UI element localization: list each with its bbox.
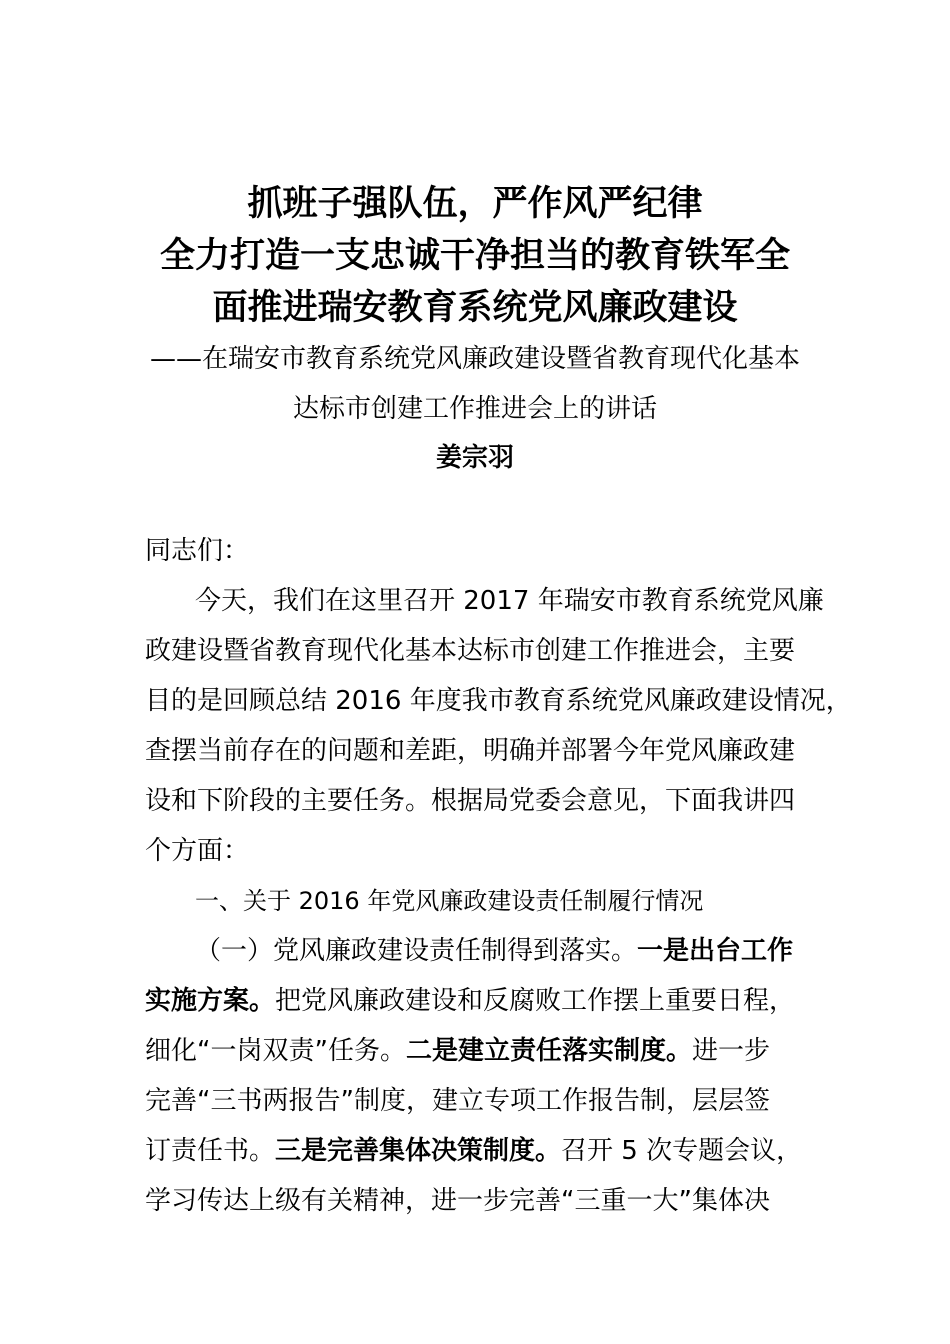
paragraph-line-6: 学习传达上级有关精神，进一步完善“三重一大”集体决 (145, 1186, 770, 1216)
salutation: 同志们： (145, 536, 250, 566)
paragraph-text: 进一步 (691, 1036, 770, 1066)
subtitle-line-1: ——在瑞安市教育系统党风廉政建设暨省教育现代化基本 (149, 344, 800, 374)
section-heading-1: 一、关于 2016 年党风廉政建设责任制履行情况 (195, 887, 704, 915)
bold-point-2: 二是建立责任落实制度。 (405, 1036, 692, 1066)
author-name: 姜宗羽 (435, 443, 514, 473)
paragraph-line-2 (145, 976, 835, 1026)
paragraph-text: 订责任书。 (145, 1136, 276, 1166)
paragraph-line-4: 完善“三书两报告”制度，建立专项工作报告制，层层签 (145, 1086, 770, 1116)
paragraph-text: 把党风廉政建设和反腐败工作摆上重要日程， (275, 986, 796, 1016)
intro-line-1: 今天，我们在这里召开 2017 年瑞安市教育系统党风廉 (195, 586, 824, 616)
subtitle-line-2: 达标市创建工作推进会上的讲话 (292, 394, 657, 424)
bold-point-1-cont: 实施方案。 (145, 986, 276, 1016)
intro-line-2: 政建设暨省教育现代化基本达标市创建工作推进会，主要 (145, 636, 796, 666)
bold-point-1: 一是出台工作 (637, 936, 794, 966)
paragraph-text: 召开 5 次专题会议， (561, 1136, 803, 1166)
title-line-2: 全力打造一支忠诚干净担当的教育铁军全 (159, 236, 790, 276)
title-line-3: 面推进瑞安教育系统党风廉政建设 (212, 288, 738, 328)
bold-point-3: 三是完善集体决策制度。 (275, 1136, 562, 1166)
subsection-title: （一）党风廉政建设责任制得到落实。 (195, 936, 638, 966)
paragraph-line-3 (145, 1026, 835, 1076)
paragraph-line-1 (145, 926, 835, 976)
paragraph-line-5 (145, 1126, 835, 1176)
title-line-1: 抓班子强队伍，严作风严纪律 (247, 184, 703, 224)
paragraph-text: 细化“一岗双责”任务。 (145, 1036, 406, 1066)
intro-line-3: 目的是回顾总结 2016 年度我市教育系统党风廉政建设情况， (145, 686, 852, 716)
title-block (0, 178, 950, 482)
intro-line-6: 个方面： (145, 836, 250, 866)
speech-body (145, 526, 852, 1226)
intro-line-4: 查摆当前存在的问题和差距，明确并部署今年党风廉政建 (145, 736, 796, 766)
intro-line-5: 设和下阶段的主要任务。根据局党委会意见，下面我讲四 (145, 786, 796, 816)
